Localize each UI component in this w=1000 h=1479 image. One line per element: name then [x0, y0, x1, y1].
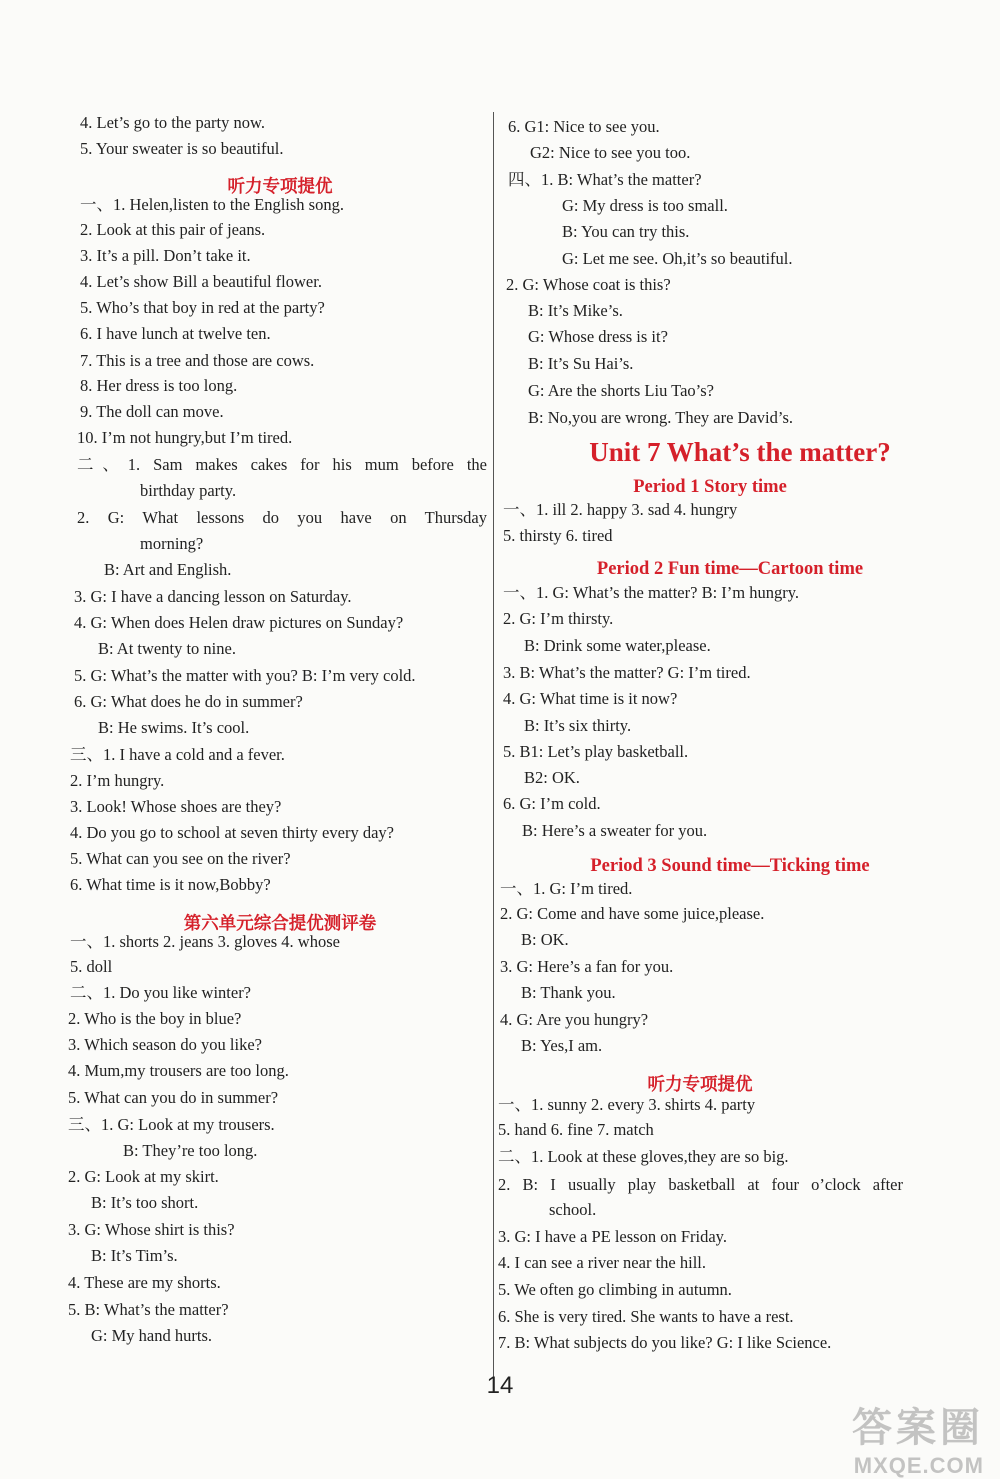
left-text-line: 8. Her dress is too long.	[80, 376, 238, 395]
unit-title: Unit 7 What’s the matter?	[589, 437, 891, 467]
left-text-line: 3. It’s a pill. Don’t take it.	[80, 246, 251, 265]
left-text-line: 5. Your sweater is so beautiful.	[80, 139, 284, 158]
left-text-line: 5. What can you do in summer?	[68, 1088, 279, 1107]
right-text-line: B2: OK.	[524, 768, 580, 787]
watermark-logo: 答案圈 MXQE.COM	[852, 1406, 984, 1478]
right-text-line: 5. thirsty 6. tired	[503, 526, 613, 545]
left-text-line: B: Art and English.	[104, 560, 232, 579]
left-text-line: 4. G: When does Helen draw pictures on Sunday?	[74, 613, 404, 632]
left-text-line: 4. Mum,my trousers are too long.	[68, 1061, 289, 1080]
left-text-line: 2. I’m hungry.	[70, 771, 165, 790]
right-text-line: B: It’s six thirty.	[524, 716, 632, 735]
left-text-line: 5. Who’s that boy in red at the party?	[80, 298, 325, 317]
left-text-line: 一、1. Helen,listen to the English song.	[80, 195, 344, 214]
right-text-line: 6. She is very tired. She wants to have a rest.	[498, 1307, 794, 1326]
right-text-line: 5. B1: Let’s play basketball.	[503, 742, 689, 761]
right-text-line: 2. G: I’m thirsty.	[503, 609, 614, 628]
right-text-line: 2. G: Whose coat is this?	[506, 275, 671, 294]
left-text-line: 4. Do you go to school at seven thirty every day?	[70, 823, 394, 842]
right-text-line: 一、1. ill 2. happy 3. sad 4. hungry	[503, 500, 738, 519]
right-text-line: 3. G: I have a PE lesson on Friday.	[498, 1227, 727, 1246]
left-text-line: B: It’s Tim’s.	[91, 1246, 178, 1265]
left-text-line: 3. G: Whose shirt is this?	[68, 1220, 235, 1239]
right-text-line: G2: Nice to see you too.	[530, 143, 691, 162]
heading-listening-practice: 听力专项提优	[227, 177, 333, 197]
left-text-line: 2. G: What lessons do you have on Thursday	[77, 508, 487, 527]
right-text-line: 5. We often go climbing in autumn.	[498, 1280, 732, 1299]
period-2-heading: Period 2 Fun time—Cartoon time	[596, 559, 864, 579]
left-text-line: 3. Look! Whose shoes are they?	[70, 797, 282, 816]
right-text-line: 7. B: What subjects do you like? G: I like Science.	[498, 1333, 832, 1352]
left-text-line: 7. This is a tree and those are cows.	[80, 351, 315, 370]
right-text-line: 一、1. G: I’m tired.	[500, 879, 633, 898]
left-text-line: 4. Let’s show Bill a beautiful flower.	[80, 272, 322, 291]
right-text-line: B: Drink some water,please.	[524, 636, 711, 655]
left-text-line: 5. What can you see on the river?	[70, 849, 291, 868]
left-text-line: 6. I have lunch at twelve ten.	[80, 324, 271, 343]
right-text-line: 4. G: What time is it now?	[503, 689, 678, 708]
right-text-line: B: You can try this.	[562, 222, 690, 241]
right-text-line: B: It’s Mike’s.	[528, 301, 623, 320]
right-text-line: 二、1. Look at these gloves,they are so big.	[498, 1147, 789, 1166]
left-text-line: 三、1. I have a cold and a fever.	[70, 745, 285, 764]
left-text-line: 2. G: Look at my skirt.	[68, 1167, 219, 1186]
left-text-line: 4. Let’s go to the party now.	[80, 113, 265, 132]
right-text-line: 一、1. G: What’s the matter? B: I’m hungry.	[503, 583, 800, 602]
right-text-line: B: Thank you.	[521, 983, 616, 1002]
right-text-line: 四、1. B: What’s the matter?	[508, 170, 702, 189]
right-text-line: 2. B: I usually play basketball at four o’clock after	[498, 1175, 903, 1194]
right-text-line: B: Yes,I am.	[521, 1036, 603, 1055]
right-text-line: B: OK.	[521, 930, 569, 949]
right-text-line: B: It’s Su Hai’s.	[528, 354, 634, 373]
left-text-line: 3. Which season do you like?	[68, 1035, 262, 1054]
left-text-line: morning?	[140, 534, 204, 553]
right-text-line: 3. G: Here’s a fan for you.	[500, 957, 674, 976]
left-text-line: 2. Who is the boy in blue?	[68, 1009, 242, 1028]
right-text-line: 2. G: Come and have some juice,please.	[500, 904, 765, 923]
right-text-line: 一、1. sunny 2. every 3. shirts 4. party	[498, 1095, 756, 1114]
right-text-line: 4. I can see a river near the hill.	[498, 1253, 706, 1272]
right-text-line: school.	[549, 1200, 597, 1219]
column-divider	[493, 112, 494, 1384]
right-text-line: 5. hand 6. fine 7. match	[498, 1120, 654, 1139]
left-text-line: B: He swims. It’s cool.	[98, 718, 250, 737]
left-text-line: 2. Look at this pair of jeans.	[80, 220, 266, 239]
left-text-line: 三、1. G: Look at my trousers.	[68, 1115, 275, 1134]
left-text-line: B: It’s too short.	[91, 1193, 199, 1212]
right-text-line: G: Are the shorts Liu Tao’s?	[528, 381, 714, 400]
left-text-line: 10. I’m not hungry,but I’m tired.	[77, 428, 293, 447]
right-text-line: 4. G: Are you hungry?	[500, 1010, 649, 1029]
left-text-line: 5. B: What’s the matter?	[68, 1300, 229, 1319]
right-text-line: G: My dress is too small.	[562, 196, 728, 215]
left-text-line: 5. G: What’s the matter with you? B: I’m very cold.	[74, 666, 416, 685]
right-text-line: 6. G: I’m cold.	[503, 794, 601, 813]
heading-unit6-test: 第六单元综合提优测评卷	[183, 914, 377, 934]
period-1-heading: Period 1 Story time	[633, 477, 787, 497]
left-text-line: birthday party.	[140, 481, 237, 500]
left-text-line: 4. These are my shorts.	[68, 1273, 221, 1292]
heading-listening-practice-2: 听力专项提优	[647, 1075, 753, 1095]
right-text-line: B: Here’s a sweater for you.	[522, 821, 708, 840]
left-text-line: 6. G: What does he do in summer?	[74, 692, 303, 711]
left-text-line: 3. G: I have a dancing lesson on Saturday.	[74, 587, 352, 606]
period-3-heading: Period 3 Sound time—Ticking time	[590, 856, 870, 876]
left-text-line: 二、1. Sam makes cakes for his mum before the	[77, 455, 487, 474]
left-text-line: 6. What time is it now,Bobby?	[70, 875, 271, 894]
right-text-line: B: No,you are wrong. They are David’s.	[528, 408, 794, 427]
left-text-line: 9. The doll can move.	[80, 402, 224, 421]
right-text-line: G: Let me see. Oh,it’s so beautiful.	[562, 249, 793, 268]
left-text-line: 5. doll	[70, 957, 113, 976]
left-text-line: 一、1. shorts 2. jeans 3. gloves 4. whose	[70, 932, 340, 951]
left-text-line: B: At twenty to nine.	[98, 639, 236, 658]
right-text-line: G: Whose dress is it?	[528, 327, 668, 346]
right-text-line: 3. B: What’s the matter? G: I’m tired.	[503, 663, 751, 682]
page-number: 14	[486, 1372, 514, 1399]
right-text-line: 6. G1: Nice to see you.	[508, 117, 660, 136]
left-text-line: B: They’re too long.	[123, 1141, 258, 1160]
left-text-line: 二、1. Do you like winter?	[70, 983, 252, 1002]
left-text-line: G: My hand hurts.	[91, 1326, 212, 1345]
